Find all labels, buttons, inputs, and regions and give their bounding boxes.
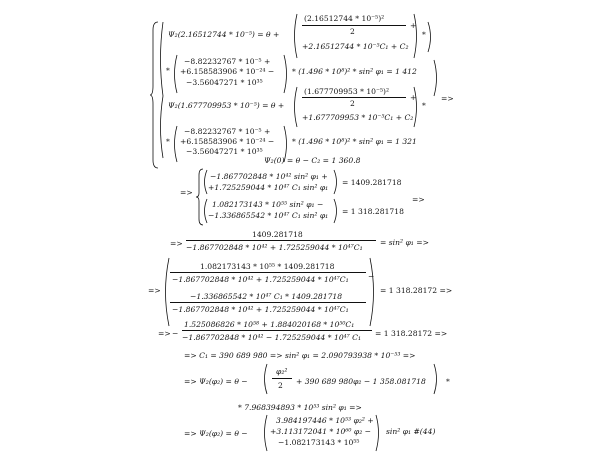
eq2-paren-close — [414, 87, 420, 127]
eq2-coef-a: −8.82232767 * 10⁻⁵ + — [184, 127, 271, 136]
psi-frac-num: φ₂² — [276, 367, 288, 376]
c1-result: => C₁ = 390 689 980 => sin² φ₁ = 2.090793938 * 10⁻⁵³ => — [184, 351, 416, 360]
eq2-coef-c: −3.56047271 * 10³⁵ — [186, 147, 263, 156]
sys2-eq1-a: −1.867702848 * 10⁴² sin² φ₁ + — [210, 172, 328, 181]
eq1-plus: + — [410, 21, 417, 30]
sin-factor-line: * 7.968394893 * 10⁵³ sin² φ₁ => — [238, 403, 362, 412]
sys2-implies: => — [180, 188, 193, 197]
final-tail-equation-44: sin² φ₁ #(44) — [386, 427, 436, 436]
final-paren-close — [376, 415, 382, 451]
eq1-denominator: 2 — [350, 27, 355, 36]
eq2-outer-paren — [158, 96, 164, 158]
eq1-coef-b: +6.158583906 * 10⁻²⁴ − — [180, 67, 275, 76]
eq1-coef-paren-close — [284, 55, 290, 93]
psi-rest: + 390 689 980φ₂ − 1 358.081718 — [296, 377, 426, 386]
eq2-denominator: 2 — [350, 99, 355, 108]
eq2-times: * — [422, 101, 426, 110]
eq1-lhs: Ψ₂(2.16512744 * 10⁻⁵) = θ + — [168, 30, 280, 39]
eq2-paren-open — [292, 87, 298, 127]
eq2-tail: * (1.496 * 10⁸)² * sin² φ₁ = 1 321 — [292, 137, 417, 146]
eq1-fraction-bar — [302, 25, 406, 26]
big-implies: => — [148, 286, 161, 295]
sys2-eq2-paren-close — [334, 199, 340, 223]
eq2-fraction-bar — [302, 97, 406, 98]
final-coef-a: 3.984197446 * 10⁵³ φ₂² + — [276, 416, 374, 425]
final-coef-b: +3.113172041 * 10⁶⁰ φ₂ − — [270, 427, 372, 436]
eq2-square-numerator: (1.677709953 * 10⁻⁵)² — [304, 87, 390, 96]
eq1-coef-a: −8.82232767 * 10⁻⁵ + — [184, 57, 271, 66]
sys2-eq1-rhs: = 1409.281718 — [342, 178, 402, 187]
sin-implies: => — [170, 239, 183, 248]
eq2-coef-b: +6.158583906 * 10⁻²⁴ − — [180, 137, 275, 146]
psi-frac-bar — [272, 378, 292, 379]
psi-paren-close — [434, 364, 440, 394]
psi-lhs: => Ψ₂(φ₂) = θ − — [184, 377, 248, 386]
final-paren-open — [262, 415, 268, 451]
sys2-implies-right: => — [412, 195, 425, 204]
eq1-tail: * (1.496 * 10⁸)² * sin² φ₁ = 1 412 — [292, 67, 417, 76]
combined-denominator: −1.867702848 * 10⁴² − 1.725259044 * 10⁴⁷ C₁ — [182, 333, 362, 342]
final-coef-c: −1.082173143 * 10⁵⁵ — [278, 438, 360, 447]
combined-implies: => — [158, 329, 171, 338]
big-result: = 1 318.28172 => — [380, 286, 453, 295]
big-paren-open — [162, 258, 170, 326]
psi-paren-open — [262, 364, 268, 394]
big-denominator-2: −1.867702848 * 10⁴² + 1.725259044 * 10⁴⁷C₁ — [172, 305, 349, 314]
combined-bar — [182, 330, 372, 331]
eq2-lhs: Ψ₂(1.677709953 * 10⁻⁵) = θ + — [168, 101, 285, 110]
eq1-times: * — [422, 30, 426, 39]
eq1-close-outer — [428, 22, 434, 52]
psi-frac-den: 2 — [278, 381, 283, 390]
combined-result: = 1 318.28172 => — [375, 329, 448, 338]
combined-minus: − — [172, 329, 179, 338]
sin-fraction-bar — [186, 240, 376, 241]
final-lhs: => Ψ₂(φ₂) = θ − — [184, 429, 248, 438]
sin-numerator: 1409.281718 — [252, 230, 303, 239]
big-minus: − — [368, 272, 375, 281]
eq1-coef-c: −3.56047271 * 10³⁵ — [186, 78, 263, 87]
eq2-star-left: * — [166, 137, 170, 146]
eq3-initial-condition: Ψ₂(0) = θ − C₂ = 1 360.8 — [264, 156, 361, 165]
big-denominator-1: −1.867702848 * 10⁴² + 1.725259044 * 10⁴⁷C₁ — [172, 275, 349, 284]
eq1-paren-close — [414, 14, 420, 58]
sin-result: = sin² φ₁ => — [380, 238, 429, 247]
eq1-square-numerator: (2.16512744 * 10⁻⁵)² — [304, 14, 385, 23]
eq2-plus: + — [410, 93, 417, 102]
big-numerator-2: −1.336865542 * 10⁴⁷ C₁ * 1409.281718 — [190, 292, 343, 301]
sin-denominator: −1.867702848 * 10⁴² + 1.725259044 * 10⁴⁷C₁ — [186, 243, 363, 252]
eq2-linear-term: +1.677709953 * 10⁻⁵C₁ + C₂ — [302, 113, 414, 122]
sys2-eq2-a: 1.082173143 * 10⁵⁵ sin² φ₁ − — [212, 200, 324, 209]
big-numerator-1: 1.082173143 * 10⁵⁵ * 1409.281718 — [200, 262, 335, 271]
eq1-star-left: * — [166, 66, 170, 75]
psi-star: * — [446, 377, 450, 386]
eq2-coef-paren-open — [172, 126, 178, 162]
big-bar-1 — [170, 272, 366, 273]
eq1-outer-paren — [158, 22, 164, 96]
sys2-eq1-paren-close — [334, 170, 340, 194]
sys2-eq2-b: −1.336865542 * 10⁴⁷ C₁ sin² φ₁ — [208, 211, 329, 220]
eq1-outer-paren-close — [434, 60, 440, 96]
big-paren-close — [370, 258, 378, 326]
eq1-coef-paren-open — [172, 55, 178, 93]
sys2-eq2-rhs: = 1 318.281718 — [342, 207, 404, 216]
eq1-linear-term: +2.16512744 * 10⁻⁵C₁ + C₂ — [302, 42, 409, 51]
sys2-eq1-b: +1.725259044 * 10⁴⁷ C₁ sin² φ₁ — [208, 183, 329, 192]
eq2-implies: => — [441, 94, 454, 103]
combined-numerator: 1.525086826 * 10⁵⁸ + 1.884020168 * 10⁵⁰C₁ — [184, 320, 355, 329]
eq1-paren-open — [292, 14, 298, 58]
big-bar-2 — [170, 302, 366, 303]
